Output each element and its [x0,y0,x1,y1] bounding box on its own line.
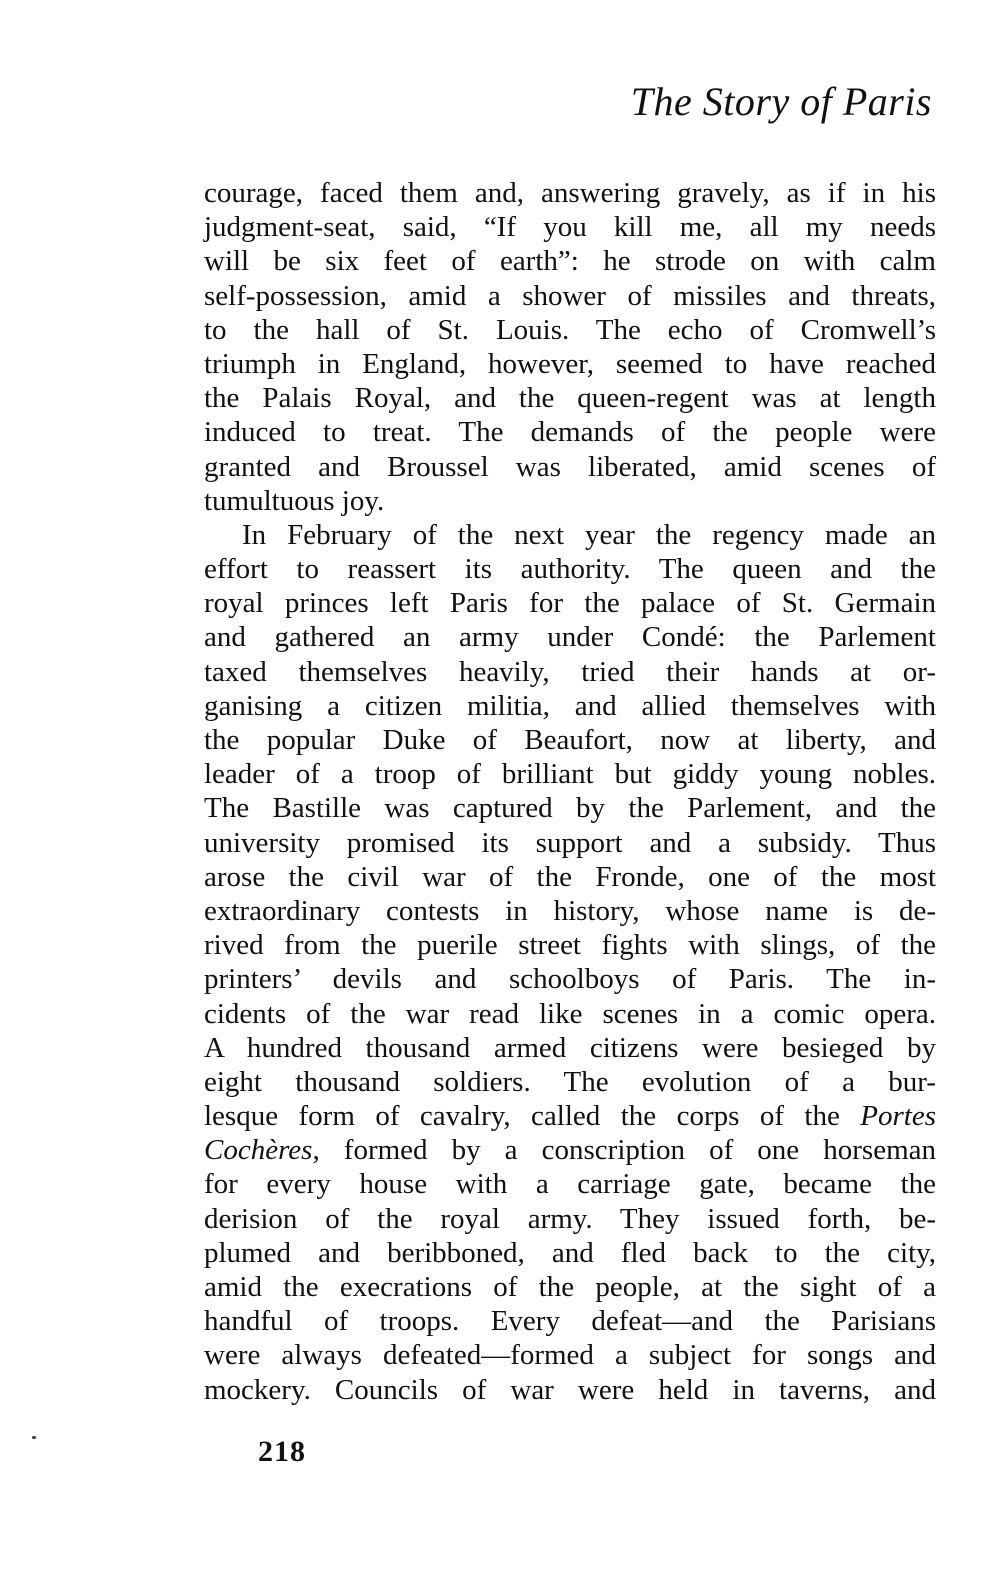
paragraph-end-line: tumultuous joy. [204,484,385,517]
text-line: leader of a troop of brilliant but giddy young nobles. [204,758,936,791]
text-line [204,1099,936,1133]
text-line: A hundred thousand armed citizens were besieged by [204,1031,936,1064]
text-line: were always defeated—formed a subject for songs and [204,1339,936,1372]
text-line: royal princes left Paris for the palace of St. Germain [204,587,936,620]
text-line: triumph in England, however, seemed to have reached [204,347,936,380]
text-line: arose the civil war of the Fronde, one of the most [204,860,936,893]
text-line: to the hall of St. Louis. The echo of Cromwell’s [204,313,936,346]
text-line: and gathered an army under Condé: the Parlement [204,621,936,654]
body-text [204,176,936,1407]
line-text: lesque form of cavalry, called the corps of the [204,1100,840,1133]
text-line: effort to reassert its authority. The queen and the [204,553,936,586]
text-line: induced to treat. The demands of the people were [204,416,936,449]
text-line: derision of the royal army. They issued forth, be- [204,1202,936,1235]
text-line: the Palais Royal, and the queen-regent was at length [204,382,936,415]
italic-term: Cochères, [204,1134,320,1167]
italic-term: Portes [860,1100,936,1133]
text-line: taxed themselves heavily, tried their hands at or- [204,655,936,688]
text-line: The Bastille was captured by the Parlement, and the [204,792,936,825]
text-line: granted and Broussel was liberated, amid scenes of [204,450,936,483]
text-line: judgment-seat, said, “If you kill me, all my needs [204,211,936,244]
text-line: cidents of the war read like scenes in a comic opera. [204,997,936,1030]
text-line: handful of troops. Every defeat—and the Parisians [204,1305,936,1338]
text-line: rived from the puerile street fights with slings, of the [204,929,936,962]
text-line: will be six feet of earth”: he strode on with calm [204,245,936,278]
line-text: formed by a conscription of one horseman [343,1134,936,1167]
text-line: mockery. Councils of war were held in taverns, and [204,1373,936,1406]
text-line: courage, faced them and, answering gravely, as if in his [204,177,936,209]
scan-speck [32,1436,36,1439]
page-number: 218 [258,1435,306,1468]
text-line: the popular Duke of Beaufort, now at liberty, and [204,724,936,756]
text-line: university promised its support and a subsidy. Thus [204,826,936,859]
text-line [204,1133,936,1167]
text-line: extraordinary contests in history, whose name is de- [204,894,936,927]
paragraph-start-line: In February of the next year the regency made an [242,518,936,551]
text-line: ganising a citizen militia, and allied themselves with [204,689,936,722]
text-line: plumed and beribboned, and fled back to the city, [204,1236,936,1269]
running-head: The Story of Paris [630,79,932,124]
text-line: amid the execrations of the people, at the sight of a [204,1271,936,1303]
text-line: printers’ devils and schoolboys of Paris. The in- [204,963,936,996]
text-line: eight thousand soldiers. The evolution of a bur- [204,1065,936,1098]
text-line: self-possession, amid a shower of missiles and threats, [204,279,936,312]
text-line: for every house with a carriage gate, became the [204,1168,936,1201]
